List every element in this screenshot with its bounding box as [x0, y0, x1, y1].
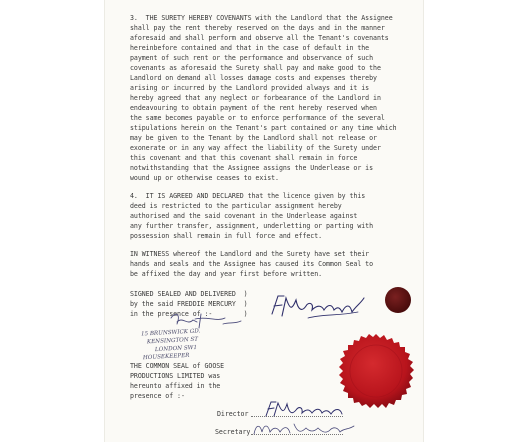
- clause-3-line: 3. THE SURETY HEREBY COVENANTS with the Landlord that the Assignee: [130, 14, 393, 22]
- clause-4-line: authorised and the said covenant in the Underlease against: [130, 212, 358, 220]
- witness-line: be affixed the day and year first before written.: [130, 270, 323, 278]
- surety-signature: [268, 292, 368, 324]
- seal-line: presence of :-: [130, 392, 185, 400]
- witness-line: IN WITNESS whereof the Landlord and the Surety have set their: [130, 250, 370, 258]
- clause-4-line: possession shall remain in full force and effect.: [130, 232, 323, 240]
- clause-3-line: Landlord on demand all losses damage costs and expenses thereby: [130, 74, 377, 82]
- address-line: KENSINGTON ST: [146, 336, 199, 346]
- witness-line: hands and seals and the Assignee has caused its Common Seal to: [130, 260, 374, 268]
- director-label: Director: [217, 410, 249, 418]
- clause-4-line: 4. IT IS AGREED AND DECLARED that the licence given by this: [130, 192, 366, 200]
- seal-line: THE COMMON SEAL of GOOSE: [130, 362, 225, 370]
- clause-3-line: wound up or otherwise ceases to exist.: [130, 174, 279, 182]
- clause-3-line: endeavouring to obtain payment of the rent hereby reserved when: [130, 104, 377, 112]
- clause-3-line: aforesaid and shall perform and observe all the Tenant's covenants: [130, 34, 389, 42]
- address-line: LONDON SW1: [154, 344, 198, 354]
- clause-3-line: may be given to the Tenant by the Landlord shall not release or: [130, 134, 377, 142]
- secretary-signature: [250, 418, 360, 440]
- address-line: 15 BRUNSWICK GD.: [140, 328, 201, 338]
- clause-3-line: hereinbefore contained and that in the case of default in the: [130, 44, 370, 52]
- secretary-label: Secretary: [215, 428, 251, 436]
- signed-line: in the presence of :- ): [130, 310, 248, 318]
- red-wafer-seal: [338, 333, 414, 409]
- clause-3-line: exonerate or in any way affect the liability of the Surety under: [130, 144, 381, 152]
- clause-3-line: notwithstanding that the Assignee assigns the Underlease or is: [130, 164, 374, 172]
- seal-line: PRODUCTIONS LIMITED was: [130, 372, 221, 380]
- signed-line: by the said FREDDIE MERCURY ): [130, 300, 248, 308]
- seal-line: hereunto affixed in the: [130, 382, 221, 390]
- wax-seal-dark: [385, 287, 411, 313]
- clause-3-line: hereby agreed that any neglect or forbearance of the Landlord in: [130, 94, 381, 102]
- clause-3-line: this covenant and that this covenant shall remain in force: [130, 154, 358, 162]
- clause-4-line: deed is restricted to the particular assignment hereby: [130, 202, 342, 210]
- address-line: HOUSEKEEPER: [142, 352, 190, 362]
- clause-3-line: the same becomes payable or to enforce performance of the several: [130, 114, 385, 122]
- clause-3-line: payment of such rent or the performance and observance of such: [130, 54, 374, 62]
- clause-3-line: stipulations herein on the Tenant's part contained or any time which: [130, 124, 397, 132]
- clause-3-line: arising or incurred by the Landlord provided always and it is: [130, 84, 370, 92]
- signed-line: SIGNED SEALED AND DELIVERED ): [130, 290, 248, 298]
- clause-3-line: covenants as aforesaid the Surety shall pay and make good to the: [130, 64, 381, 72]
- clause-3-line: shall pay the rent thereby reserved on the days and in the manner: [130, 24, 385, 32]
- clause-4-line: any further transfer, assignment, underletting or parting with: [130, 222, 374, 230]
